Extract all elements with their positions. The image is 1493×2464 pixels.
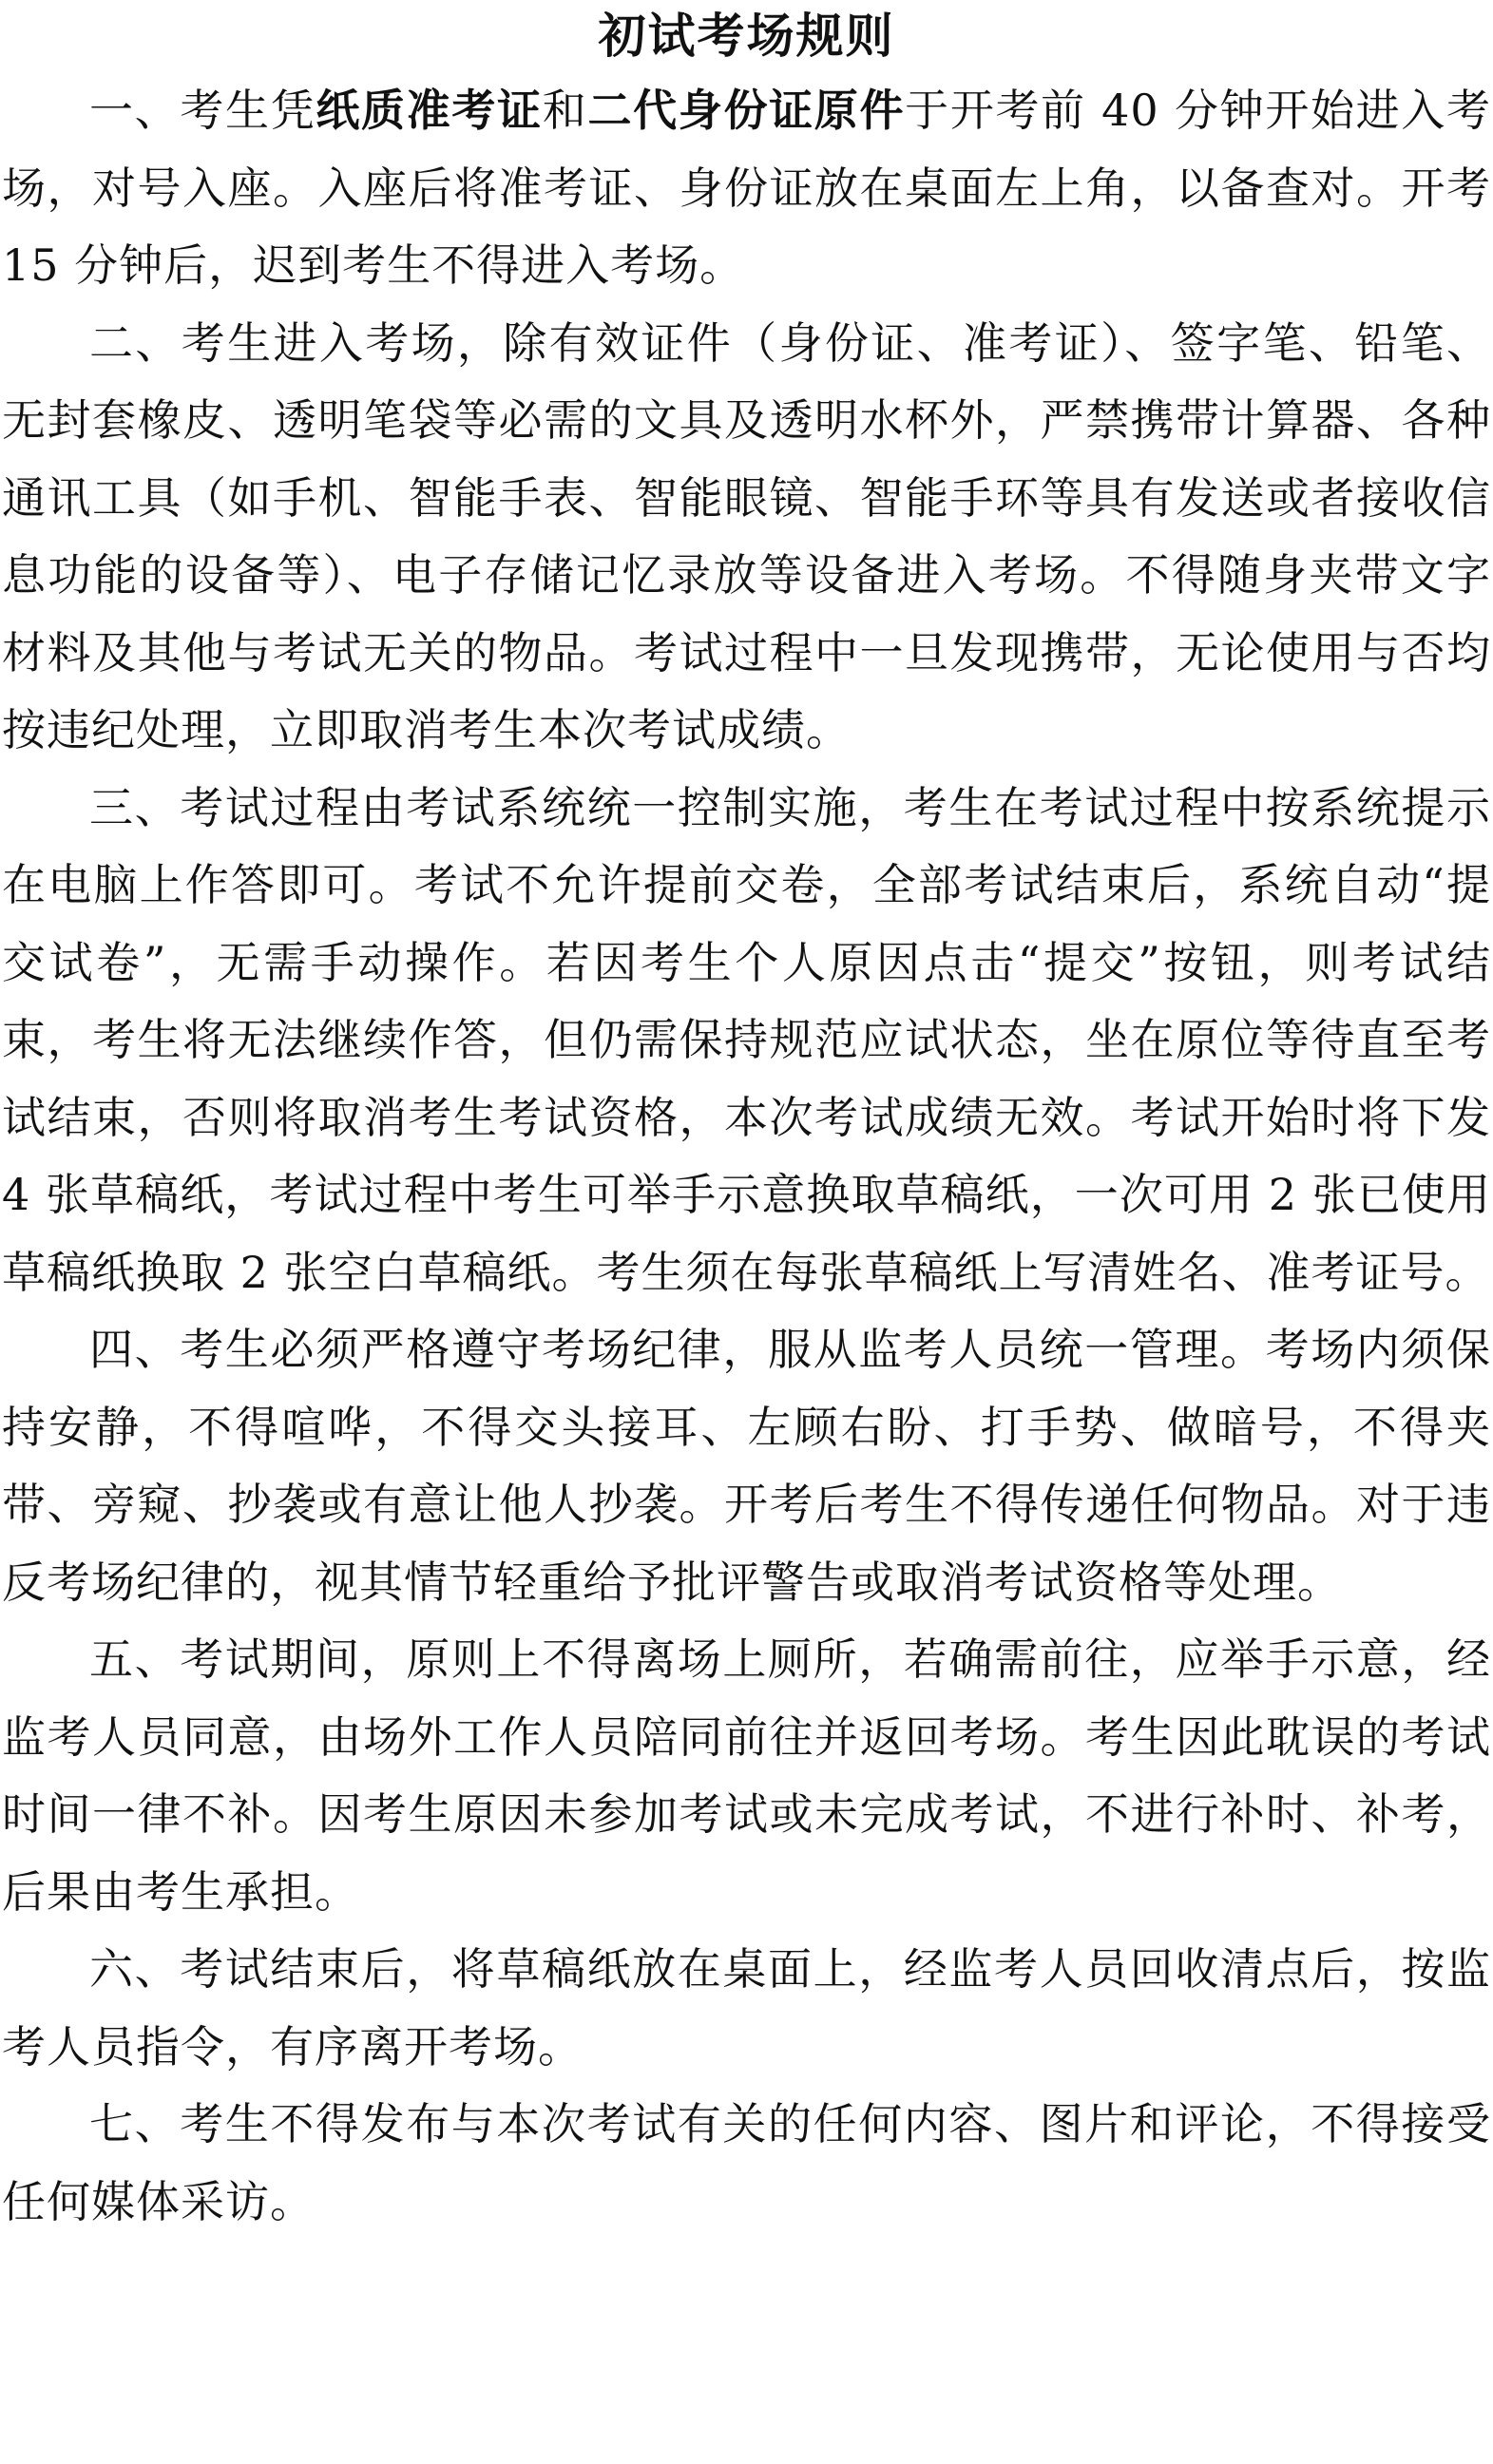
paper-admission-ticket-emphasis: 纸质准考证 xyxy=(316,85,543,136)
rule-3: 三、考试过程由考试系统统一控制实施，考生在考试过程中按系统提示在电脑上作答即可。考试不允许提前交卷，全部考试结束后，系统自动“提交试卷”，无需手动操作。若因考生个人原因点击“提交”按钮，则考试结束，考生将无法继续作答，但仍需保持规范应试状态，坐在原位等待直至考试结束，否则将取消考生考试资格，本次考试成绩无效。考试开始时将下发 4 张草稿纸，考试过程中考生可举手示意换取草稿纸，一次可用 2 张已使用草稿纸换取 2 张空白草稿纸。考生须在每张草稿纸上写清姓名、准考证号。 xyxy=(2,781,1491,1298)
rule-4: 四、考生必须严格遵守考场纪律，服从监考人员统一管理。考场内须保持安静，不得喧哗，不得交头接耳、左顾右盼、打手势、做暗号，不得夹带、旁窥、抄袭或有意让他人抄袭。开考后考生不得传递任何物品。对于违反考场纪律的，视其情节轻重给予批评警告或取消考试资格等处理。 xyxy=(2,1324,1491,1608)
rule-5: 五、考试期间，原则上不得离场上厕所，若确需前往，应举手示意，经监考人员同意，由场外工作人员陪同前往并返回考场。考生因此耽误的考试时间一律不补。因考生原因未参加考试或未完成考试，不进行补时、补考，后果由考生承担。 xyxy=(2,1633,1491,1918)
rule-6: 六、考试结束后，将草稿纸放在桌面上，经监考人员回收清点后，按监考人员指令，有序离开考场。 xyxy=(2,1943,1491,2072)
rule-1 xyxy=(2,72,1491,305)
rule-1-body: 于开考前 40 分钟开始进入考场，对号入座。入座后将准考证、身份证放在桌面左上角，以备查对。开考 15 分钟后，迟到考生不得进入考场。 xyxy=(2,85,1492,291)
rule-2: 二、考生进入考场，除有效证件（身份证、准考证）、签字笔、铅笔、无封套橡皮、透明笔袋等必需的文具及透明水杯外，严禁携带计算器、各种通讯工具（如手机、智能手表、智能眼镜、智能手环等具有发送或者接收信息功能的设备等）、电子存储记忆录放等设备进入考场。不得随身夹带文字材料及其他与考试无关的物品。考试过程中一旦发现携带，无论使用与否均按违纪处理，立即取消考生本次考试成绩。 xyxy=(2,316,1491,755)
rule-1-prefix: 一、考生凭 xyxy=(89,85,316,136)
rule-7: 七、考生不得发布与本次考试有关的任何内容、图片和评论，不得接受任何媒体采访。 xyxy=(2,2098,1491,2227)
document-title: 初试考场规则 xyxy=(598,8,895,64)
original-id-card-emphasis: 二代身份证原件 xyxy=(587,85,906,136)
rule-1-connector: 和 xyxy=(542,85,588,136)
